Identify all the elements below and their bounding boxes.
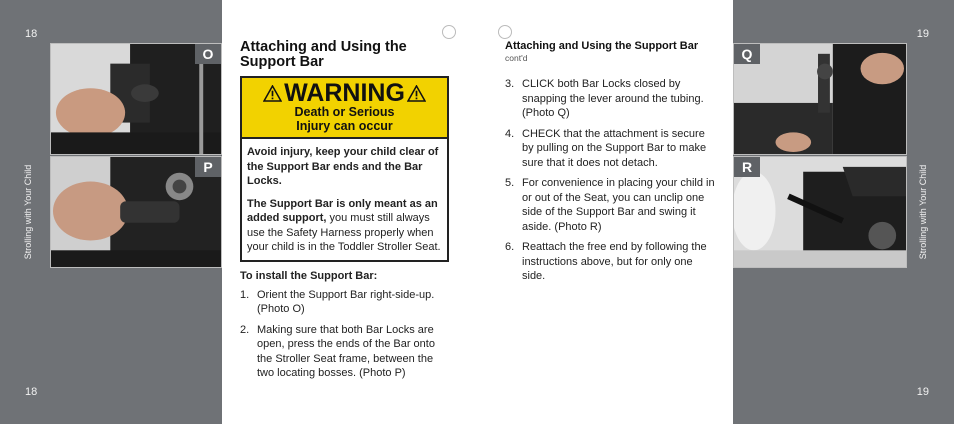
warning-triangle-icon bbox=[407, 85, 426, 102]
registration-mark bbox=[442, 25, 456, 39]
warning-title-text: WARNING bbox=[284, 79, 405, 107]
warning-paragraph-1: Avoid injury, keep your child clear of the Support Bar ends and the Bar Locks. bbox=[247, 146, 439, 187]
page-number-bottom: 18 bbox=[25, 386, 38, 398]
warning-title bbox=[242, 81, 447, 105]
section-heading-contd: Attaching and Using the Support Bar bbox=[505, 40, 699, 52]
left-sidebar bbox=[0, 0, 222, 424]
list-item bbox=[505, 127, 717, 171]
right-text-column bbox=[505, 40, 717, 290]
page-number-top: 19 bbox=[916, 28, 929, 40]
step-text: For convenience in placing your child in or out of the Seat, you can unclip one side of the Support Bar and swing it aside. (Photo R) bbox=[522, 177, 715, 233]
warning-body bbox=[242, 139, 447, 260]
registration-mark bbox=[498, 25, 512, 39]
install-title: To install the Support Bar: bbox=[240, 269, 378, 282]
install-steps bbox=[240, 288, 452, 381]
step-number: 2. bbox=[240, 323, 250, 336]
step-number: 6. bbox=[505, 241, 515, 253]
photo-label-q: Q bbox=[734, 44, 760, 64]
photo-label-p: P bbox=[195, 157, 221, 177]
section-heading: Attaching and Using the Support Bar bbox=[240, 39, 407, 70]
step-text: CLICK both Bar Locks closed by snapping the lever around the tubing. (Photo Q) bbox=[522, 78, 704, 119]
list-item bbox=[240, 323, 452, 381]
continued-label: cont'd bbox=[505, 53, 528, 63]
step-text: CHECK that the attachment is secure by pulling on the Support Bar to make sure that it does not detach. bbox=[522, 127, 707, 169]
photo-o bbox=[50, 43, 222, 155]
left-text-column bbox=[240, 40, 452, 387]
warning-triangle-icon bbox=[263, 85, 282, 102]
list-item bbox=[505, 240, 717, 284]
photo-p bbox=[50, 156, 222, 268]
page-number-top: 18 bbox=[25, 28, 38, 40]
list-item bbox=[505, 77, 717, 121]
photo-label-o: O bbox=[195, 44, 221, 64]
install-steps-continued bbox=[505, 77, 717, 284]
page-number-bottom: 19 bbox=[916, 386, 929, 398]
side-label: Strolling with Your Child bbox=[23, 164, 33, 260]
step-number: 1. bbox=[240, 288, 250, 301]
warning-subtitle: Death or Serious Injury can occur bbox=[294, 105, 395, 133]
list-item bbox=[505, 176, 717, 234]
photo-label-r: R bbox=[734, 157, 760, 177]
photo-q bbox=[733, 43, 907, 155]
right-sidebar bbox=[733, 0, 954, 424]
step-number: 5. bbox=[505, 177, 515, 189]
warning-paragraph-2 bbox=[247, 197, 442, 255]
step-number: 3. bbox=[505, 78, 515, 90]
warning-header bbox=[242, 78, 447, 139]
warning-box bbox=[240, 76, 449, 262]
photo-r bbox=[733, 156, 907, 268]
step-text: Orient the Support Bar right-side-up. (Photo O) bbox=[257, 288, 435, 315]
step-text: Reattach the free end by following the instructions above, but for only one side. bbox=[522, 241, 707, 282]
step-text: Making sure that both Bar Locks are open, press the ends of the Bar onto the Stroller Seat frame, between the two locating bosses. (Photo P) bbox=[257, 323, 435, 379]
list-item bbox=[240, 288, 452, 317]
step-number: 4. bbox=[505, 127, 515, 140]
warning-paragraph-2-bold: The Support Bar is only meant as an added support, bbox=[247, 197, 438, 224]
warning-paragraph-2-rest: you must still always use the Safety Harness properly when your child is in the Toddler Stroller Seat. bbox=[247, 212, 441, 253]
side-label: Strolling with Your Child bbox=[918, 164, 928, 260]
